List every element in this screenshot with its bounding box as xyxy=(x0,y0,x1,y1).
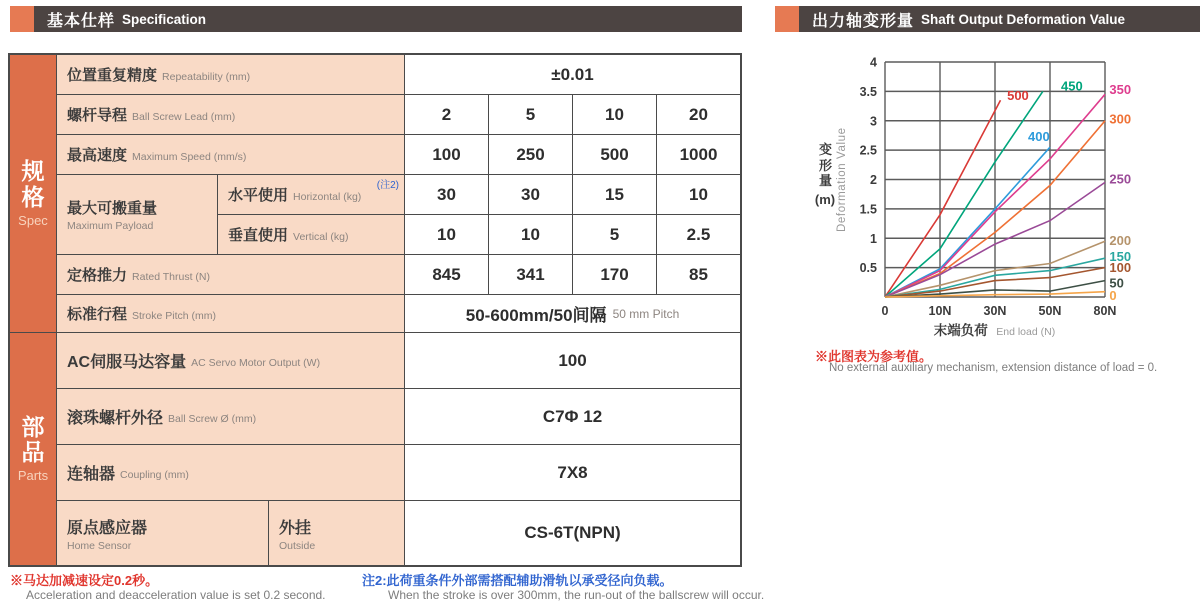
label-zh: 标准行程 xyxy=(67,306,128,323)
label-zh: AC伺服马达容量 xyxy=(67,354,187,371)
stroke-value-en: 50 mm Pitch xyxy=(612,306,680,321)
svg-text:400: 400 xyxy=(1028,129,1050,145)
stroke-value-zh: 50-600mm/50间隔 xyxy=(465,306,607,325)
payload-horizontal-value: 10 xyxy=(657,175,740,214)
label-zh: 位置重复精度 xyxy=(67,67,158,84)
section-spec-label-zh: 规格 xyxy=(21,158,45,210)
label-en: Ball Screw Lead (mm) xyxy=(132,110,236,123)
label-zh: 最高速度 xyxy=(67,147,128,164)
row-speed-label xyxy=(57,135,404,174)
svg-text:80N: 80N xyxy=(1093,304,1117,318)
spec-header-title-zh: 基本仕样 xyxy=(47,12,116,30)
home-sensor-value: CS-6T(NPN) xyxy=(405,501,740,565)
svg-text:2.5: 2.5 xyxy=(859,143,877,158)
label-en: Horizontal (kg) xyxy=(293,190,362,203)
row-payload-vertical-label xyxy=(218,215,404,254)
row-stroke-label xyxy=(57,295,404,332)
label-en: Outside xyxy=(279,539,316,552)
section-parts-label-en: Parts xyxy=(17,468,49,484)
spec-header-title-en: Specification xyxy=(122,11,207,27)
row-payload-horizontal-label xyxy=(218,175,404,214)
svg-text:1: 1 xyxy=(870,231,877,246)
label-zh: 最大可搬重量 xyxy=(67,200,158,217)
svg-text:250: 250 xyxy=(1109,171,1132,187)
svg-text:200: 200 xyxy=(1109,233,1132,249)
thrust-value: 845 xyxy=(405,255,488,294)
row-lead-label xyxy=(57,95,404,134)
deformation-header-title-zh: 出力轴变形量 xyxy=(812,12,915,30)
svg-text:2: 2 xyxy=(870,173,877,187)
label-en: Maximum Speed (mm/s) xyxy=(132,150,247,163)
payload-vertical-value: 10 xyxy=(405,215,488,254)
svg-text:1.5: 1.5 xyxy=(859,202,877,217)
spec-table xyxy=(8,53,742,567)
label-en: Rated Thrust (N) xyxy=(132,270,211,283)
thrust-value: 85 xyxy=(657,255,740,294)
label-zh: 原点感应器 xyxy=(67,519,148,537)
chart-y-axis-unit: (m) xyxy=(814,192,836,207)
lead-value: 5 xyxy=(489,95,572,134)
footnote-accel-en: Acceleration and deacceleration value is set 0.2 second. xyxy=(26,588,326,602)
chart-x-axis-label xyxy=(872,319,1117,340)
lead-value: 2 xyxy=(405,95,488,134)
speed-value: 100 xyxy=(405,135,488,174)
thrust-value: 341 xyxy=(489,255,572,294)
lead-value: 20 xyxy=(657,95,740,134)
payload-horizontal-value: 15 xyxy=(573,175,656,214)
svg-text:0: 0 xyxy=(1109,287,1117,303)
payload-horizontal-value: 30 xyxy=(489,175,572,214)
label-en: AC Servo Motor Output (W) xyxy=(191,356,321,369)
label-zh: 滚珠螺杆外径 xyxy=(67,410,164,427)
label-zh: 定格推力 xyxy=(67,267,128,284)
label-zh: 螺杆导程 xyxy=(67,107,128,124)
label-en: Maximum Payload xyxy=(67,220,154,232)
row-screw-dia-label xyxy=(57,389,404,444)
svg-text:500: 500 xyxy=(1007,88,1029,104)
footnote-note2-en: When the stroke is over 300mm, the run-out of the ballscrew will occur. xyxy=(388,588,765,602)
section-spec xyxy=(10,55,56,332)
svg-text:3: 3 xyxy=(870,114,877,129)
thrust-value: 170 xyxy=(573,255,656,294)
chart-x-axis-label-zh: 末端负荷 xyxy=(933,323,988,338)
chart-x-axis-label-en: End load (N) xyxy=(996,326,1056,338)
footnote-accel-zh: ※马达加减速设定0.2秒。 xyxy=(10,573,159,588)
row-coupling-label xyxy=(57,445,404,500)
svg-text:50: 50 xyxy=(1109,275,1124,291)
payload-vertical-value: 5 xyxy=(573,215,656,254)
svg-text:3.5: 3.5 xyxy=(859,84,877,99)
label-en: Repeatability (mm) xyxy=(162,70,251,83)
footnote-note2-zh: 注2:此荷重条件外部需搭配辅助滑轨以承受径向负载。 xyxy=(362,573,673,588)
label-zh: 连轴器 xyxy=(67,466,116,483)
svg-text:300: 300 xyxy=(1109,111,1132,127)
label-zh: 垂直使用 xyxy=(228,227,289,244)
payload-vertical-value: 10 xyxy=(489,215,572,254)
chart-y-axis-label-en: Deformation Value xyxy=(836,127,848,232)
stroke-value xyxy=(405,295,740,332)
label-en: Home Sensor xyxy=(67,539,132,552)
section-parts xyxy=(10,333,56,565)
deformation-header-bar xyxy=(775,6,1200,32)
row-motor-label xyxy=(57,333,404,388)
section-parts-label-zh: 部品 xyxy=(21,413,45,465)
label-en: Coupling (mm) xyxy=(120,468,189,481)
screw-dia-value: C7Φ 12 xyxy=(405,389,740,444)
label-en: Vertical (kg) xyxy=(293,230,349,243)
deformation-header-title-en: Shaft Output Deformation Value xyxy=(921,11,1126,27)
accent-square-icon xyxy=(10,6,34,32)
coupling-value: 7X8 xyxy=(405,445,740,500)
svg-text:50N: 50N xyxy=(1038,304,1062,318)
section-spec-label-en: Spec xyxy=(18,212,48,228)
svg-text:0.5: 0.5 xyxy=(859,261,877,276)
deformation-chart xyxy=(815,55,1155,340)
lead-value: 10 xyxy=(573,95,656,134)
row-home-sensor-label xyxy=(57,501,268,565)
chart-note-en: No external auxiliary mechanism, extension distance of load = 0. xyxy=(829,362,1158,374)
svg-text:100: 100 xyxy=(1109,260,1132,276)
svg-text:350: 350 xyxy=(1109,82,1132,98)
label-en: Stroke Pitch (mm) xyxy=(132,309,217,322)
label-en: Ball Screw Ø (mm) xyxy=(168,412,257,425)
svg-text:30N: 30N xyxy=(983,304,1007,318)
repeatability-value: ±0.01 xyxy=(405,55,740,94)
speed-value: 500 xyxy=(573,135,656,174)
accent-square-icon xyxy=(775,6,799,32)
speed-value: 250 xyxy=(489,135,572,174)
svg-text:0: 0 xyxy=(881,304,889,318)
svg-text:150: 150 xyxy=(1109,249,1132,265)
svg-text:4: 4 xyxy=(870,55,877,70)
svg-text:450: 450 xyxy=(1061,78,1083,94)
spec-header-bar xyxy=(10,6,742,32)
payload-horizontal-value: 30 xyxy=(405,175,488,214)
chart-y-axis-label-zh: 变形量 xyxy=(818,142,832,189)
speed-value: 1000 xyxy=(657,135,740,174)
motor-value: 100 xyxy=(405,333,740,388)
note2-reference: (注2) xyxy=(376,180,399,191)
payload-vertical-value: 2.5 xyxy=(657,215,740,254)
label-zh: 水平使用 xyxy=(228,187,289,204)
row-repeatability-label xyxy=(57,55,404,94)
row-payload-label xyxy=(57,175,217,254)
label-zh: 外挂 xyxy=(279,519,312,537)
svg-text:10N: 10N xyxy=(928,304,952,318)
row-thrust-label xyxy=(57,255,404,294)
chart-note-zh: ※此图表为参考值。 xyxy=(815,349,933,364)
row-home-sensor-outside-label xyxy=(269,501,404,565)
